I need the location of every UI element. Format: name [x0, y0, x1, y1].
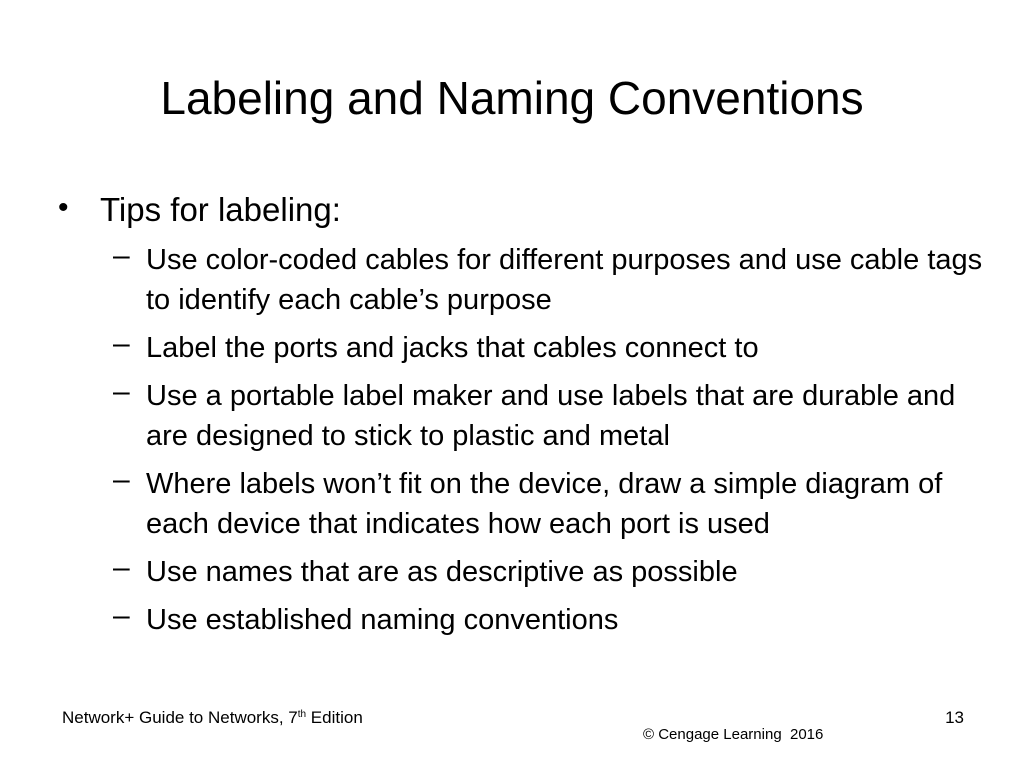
dash-icon: – [113, 375, 130, 408]
sub-bullet-item [113, 552, 983, 592]
dash-icon: – [113, 599, 130, 632]
sub-bullet-list [113, 240, 983, 648]
footer-book-title [62, 708, 363, 728]
dash-icon: – [113, 327, 130, 360]
slide-title: Labeling and Naming Conventions [160, 72, 864, 124]
sub-bullet-text: Use color-coded cables for different purposes and use cable tags to identify each cable’s purpose [146, 244, 983, 316]
dash-icon: – [113, 551, 130, 584]
sub-bullet-text: Use established naming conventions [146, 604, 619, 636]
dash-icon: – [113, 239, 130, 272]
footer-book-suffix: Edition [306, 708, 363, 727]
footer-book-superscript: th [297, 709, 307, 720]
sub-bullet-item [113, 240, 983, 320]
sub-bullet-item [113, 464, 983, 544]
copyright-notice: © Cengage Learning 2016 [643, 726, 824, 743]
footer-book-prefix: Network+ Guide to Networks, 7 [62, 708, 298, 727]
dash-icon: – [113, 463, 130, 496]
sub-bullet-item [113, 328, 983, 368]
bullet-text: Tips for labeling: [100, 191, 341, 228]
sub-bullet-text: Use names that are as descriptive as possible [146, 556, 738, 588]
sub-bullet-item [113, 376, 983, 456]
bullet-dot-icon: • [58, 191, 69, 224]
sub-bullet-text: Where labels won’t fit on the device, draw a simple diagram of each device that indicates how each port is used [146, 468, 943, 540]
sub-bullet-item [113, 600, 983, 640]
sub-bullet-text: Use a portable label maker and use labels that are durable and are designed to stick to plastic and metal [146, 380, 956, 452]
page-number: 13 [945, 708, 964, 727]
sub-bullet-text: Label the ports and jacks that cables connect to [146, 332, 759, 364]
